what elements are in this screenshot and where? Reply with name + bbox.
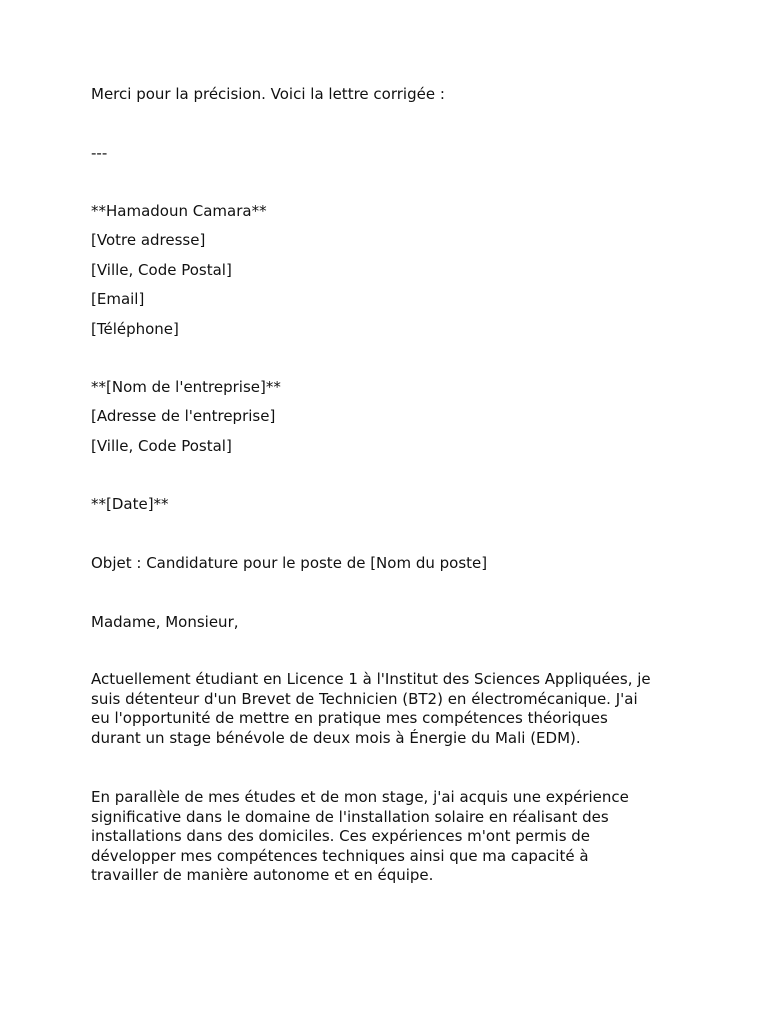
- sender-address: [Votre adresse]: [91, 231, 206, 249]
- paragraph-line: significative dans le domaine de l'installation solaire en réalisant des: [91, 807, 609, 826]
- paragraph-line: suis détenteur d'un Brevet de Technicien (BT2) en électromécanique. J'ai: [91, 689, 638, 708]
- sender-city: [Ville, Code Postal]: [91, 261, 232, 279]
- body-paragraph-2: [91, 788, 691, 886]
- sender-phone: [Téléphone]: [91, 320, 179, 338]
- paragraph-line: travailler de manière autonome et en équipe.: [91, 866, 434, 885]
- paragraph-line: eu l'opportunité de mettre en pratique mes compétences théoriques: [91, 709, 608, 728]
- sender-email: [Email]: [91, 290, 145, 308]
- recipient-address: [Adresse de l'entreprise]: [91, 407, 276, 425]
- paragraph-line: développer mes compétences techniques ainsi que ma capacité à: [91, 846, 589, 865]
- paragraph-line: durant un stage bénévole de deux mois à Énergie du Mali (EDM).: [91, 728, 581, 747]
- separator: ---: [91, 144, 108, 162]
- paragraph-line: installations dans des domiciles. Ces expériences m'ont permis de: [91, 827, 591, 846]
- paragraph-line: Actuellement étudiant en Licence 1 à l'Institut des Sciences Appliquées, je: [91, 670, 651, 688]
- body-paragraph-1: [91, 670, 691, 748]
- sender-name: **Hamadoun Camara**: [91, 202, 267, 220]
- recipient-city: [Ville, Code Postal]: [91, 437, 232, 455]
- letter-date: **[Date]**: [91, 495, 169, 513]
- letter-subject: Objet : Candidature pour le poste de [Nom du poste]: [91, 554, 488, 572]
- paragraph-line: En parallèle de mes études et de mon stage, j'ai acquis une expérience: [91, 788, 629, 806]
- salutation: Madame, Monsieur,: [91, 613, 239, 631]
- intro-text: Merci pour la précision. Voici la lettre corrigée :: [91, 85, 445, 103]
- recipient-company: **[Nom de l'entreprise]**: [91, 378, 281, 396]
